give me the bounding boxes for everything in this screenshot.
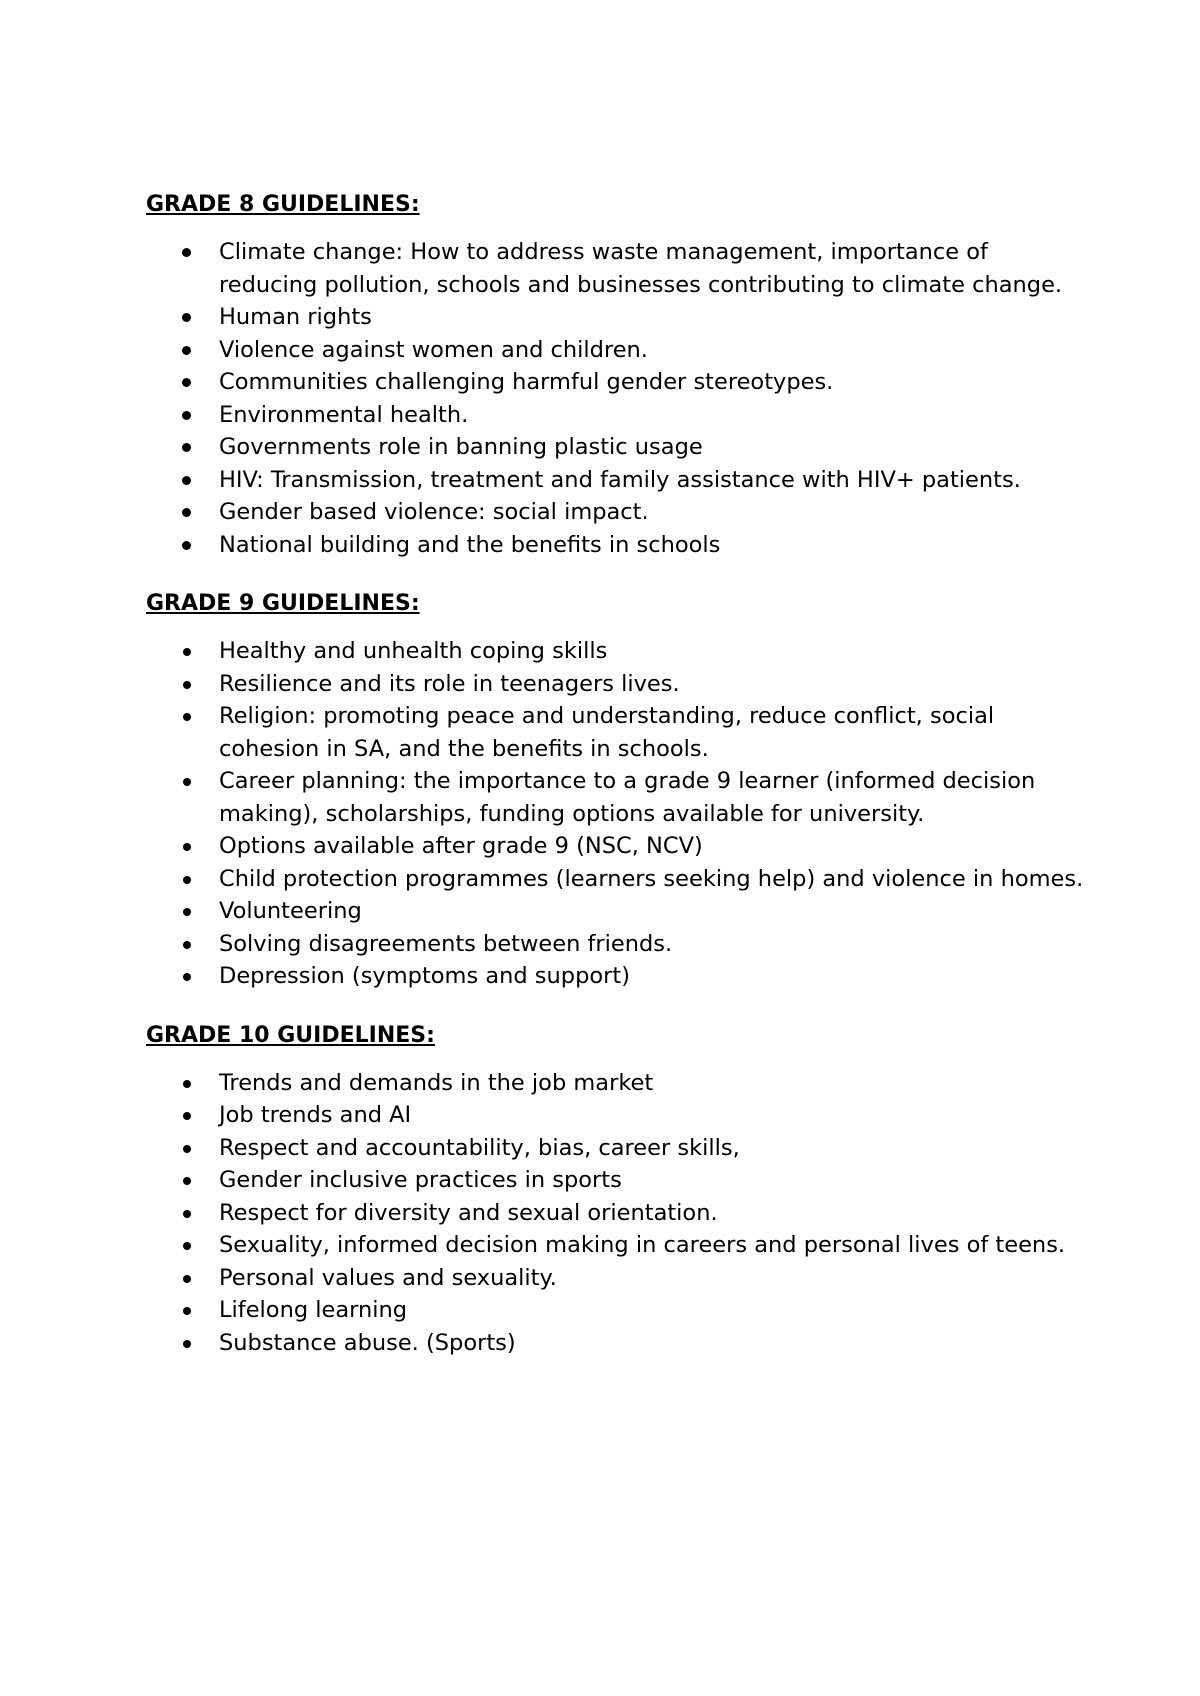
section-heading: GRADE 8 GUIDELINES: (146, 192, 420, 217)
list-item: Depression (symptoms and support) (146, 960, 1086, 993)
list-item: Options available after grade 9 (NSC, NCV) (146, 830, 1086, 863)
list-item: Gender based violence: social impact. (146, 496, 1086, 529)
list-item: Violence against women and children. (146, 334, 1086, 367)
list-item: Environmental health. (146, 399, 1086, 432)
list-item: Gender inclusive practices in sports (146, 1164, 1086, 1197)
list-item: Religion: promoting peace and understanding, reduce conflict, social cohesion in SA, and the benefits in schools. (146, 700, 1086, 765)
document-page (146, 190, 1086, 1387)
section-grade-9 (146, 589, 1086, 993)
section-grade-8 (146, 190, 1086, 561)
list-item: Trends and demands in the job market (146, 1067, 1086, 1100)
section-heading: GRADE 10 GUIDELINES: (146, 1022, 435, 1048)
list-item: Solving disagreements between friends. (146, 928, 1086, 961)
list-item: National building and the benefits in schools (146, 529, 1086, 562)
list-item: Respect and accountability, bias, career skills, (146, 1132, 1086, 1165)
list-item: Respect for diversity and sexual orientation. (146, 1197, 1086, 1230)
list-item: Governments role in banning plastic usage (146, 431, 1086, 464)
list-item: Human rights (146, 301, 1086, 334)
bullet-list (146, 635, 1086, 993)
list-item: Communities challenging harmful gender stereotypes. (146, 366, 1086, 399)
list-item: Personal values and sexuality. (146, 1262, 1086, 1295)
section-heading: GRADE 9 GUIDELINES: (146, 591, 420, 616)
list-item: Healthy and unhealth coping skills (146, 635, 1086, 668)
list-item: Substance abuse. (Sports) (146, 1327, 1086, 1360)
list-item: Child protection programmes (learners seeking help) and violence in homes. (146, 863, 1086, 896)
list-item: Career planning: the importance to a grade 9 learner (informed decision making), scholarships, funding options available for university. (146, 765, 1086, 830)
list-item: Lifelong learning (146, 1294, 1086, 1327)
bullet-list (146, 236, 1086, 561)
list-item: Volunteering (146, 895, 1086, 928)
list-item: Sexuality, informed decision making in careers and personal lives of teens. (146, 1229, 1086, 1262)
list-item: HIV: Transmission, treatment and family assistance with HIV+ patients. (146, 464, 1086, 497)
section-grade-10 (146, 1021, 1086, 1360)
bullet-list (146, 1067, 1086, 1360)
list-item: Job trends and AI (146, 1099, 1086, 1132)
list-item: Resilience and its role in teenagers lives. (146, 668, 1086, 701)
list-item: Climate change: How to address waste management, importance of reducing pollution, schools and businesses contributing to climate change. (146, 236, 1086, 301)
